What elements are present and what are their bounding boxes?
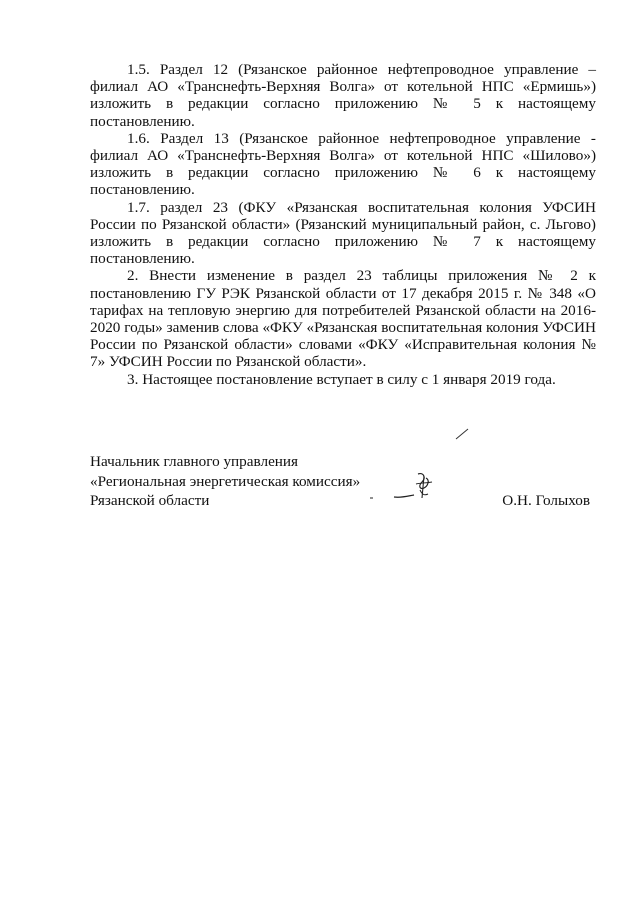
signatory-title-line-2: «Региональная энергетическая комиссия»: [90, 472, 361, 490]
paragraph-1-5: 1.5. Раздел 12 (Рязанское районное нефтепроводное управление – филиал АО «Транснефть-Верхняя Волга» от котельной НПС «Ермишь») изложить в редакции согласно приложению № 5 к настоящему постановлению.: [90, 61, 596, 130]
signatory-title-line-1: Начальник главного управления: [90, 453, 299, 470]
signatory-title-line-3: Рязанской области: [90, 492, 210, 509]
paragraph-1-7: 1.7. раздел 23 (ФКУ «Рязанская воспитательная колония УФСИН России по Рязанской области» (Рязанский муниципальный район, с. Льгово) изложить в редакции согласно приложению № 7 к настоящему постановлению.: [90, 198, 596, 268]
paragraph-1-6: 1.6. Раздел 13 (Рязанское районное нефтепроводное управление - филиал АО «Транснефть-Верхняя Волга» от котельной НПС «Шилово») изложить в редакции согласно приложению № 6 к настоящему постановлению.: [90, 129, 596, 199]
signatory-name: О.Н. Голыхов: [502, 492, 590, 509]
paragraph-2: 2. Внести изменение в раздел 23 таблицы приложения № 2 к постановлению ГУ РЭК Рязанской области от 17 декабря 2015 г. № 348 «О тарифах на тепловую энергию для потребителей Рязанской области на 2016-2020 годы» заменив слова «ФКУ «Рязанская воспитательная колония УФСИН России по Рязанской области» словами «ФКУ «Исправительная колония № 7» УФСИН России по Рязанской области».: [90, 267, 596, 371]
signature-block: [90, 452, 596, 511]
pen-mark-icon: [455, 428, 469, 440]
handwritten-signature-icon: [368, 468, 438, 508]
document-body: [90, 61, 596, 388]
paragraph-3: 3. Настоящее постановление вступает в силу с 1 января 2019 года.: [127, 370, 556, 388]
